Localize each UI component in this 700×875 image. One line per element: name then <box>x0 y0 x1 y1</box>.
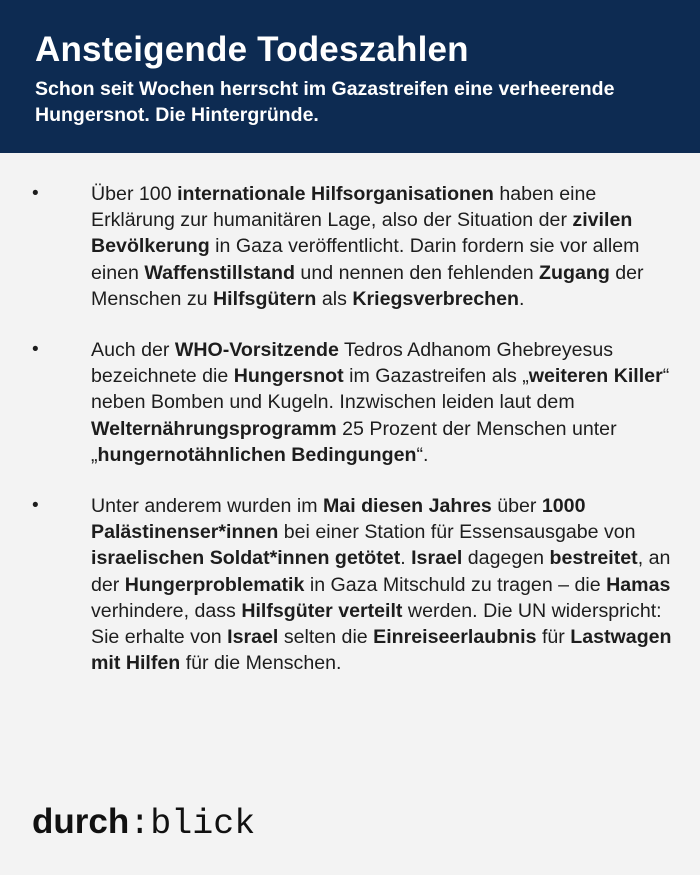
text-run: Tedros Adhanom Ghebreyesus bezeichnete die <box>91 339 614 388</box>
text-run: 25 Prozent der Menschen unter „ <box>91 417 617 466</box>
bold-term: zivilen Bevölkerung <box>91 209 633 258</box>
bold-term: Hilfsgütern <box>212 287 317 310</box>
logo-part-blick: blick <box>150 804 256 844</box>
text-run: Über 100 <box>91 183 178 205</box>
bullet-list <box>0 181 700 701</box>
text-run: und nennen den fehlenden <box>294 261 540 284</box>
bullet-dot-icon: • <box>32 339 39 361</box>
text-run: . <box>518 287 525 310</box>
text-run: der Menschen zu <box>91 261 644 310</box>
bold-term: WHO-Vorsitzende <box>174 339 339 362</box>
text-run: werden. Die UN widerspricht: Sie erhalte von <box>91 599 662 649</box>
bold-term: Israel <box>411 547 463 570</box>
text-run: dagegen <box>462 547 550 570</box>
bold-term: Hungersnot <box>233 365 344 388</box>
text-run: als <box>316 287 353 310</box>
bold-term: bestreitet <box>549 547 638 570</box>
bold-term: Zugang <box>539 261 610 284</box>
bold-term: Welternährungsprogramm <box>91 417 337 440</box>
durchblick-logo <box>32 800 255 846</box>
text-run: über <box>491 495 542 518</box>
bullet-dot-icon: • <box>32 495 39 517</box>
text-run: Auch der <box>91 339 175 362</box>
bold-term: Waffenstillstand <box>144 261 295 284</box>
header-banner <box>0 0 700 153</box>
bold-term: 1000 Palästinenser*innen <box>91 495 586 544</box>
text-run: im Gazastreifen als „ <box>343 365 529 388</box>
bullet-text <box>91 495 672 674</box>
text-run: “ neben Bomben und Kugeln. Inzwischen leiden laut dem <box>91 365 670 414</box>
page-subtitle: Schon seit Wochen herrscht im Gazastreifen eine verheerende Hungersnot. Die Hintergründe. <box>35 78 615 126</box>
text-run: , an der <box>91 547 671 596</box>
logo-separator: : <box>129 804 151 844</box>
text-run: haben eine Erklärung zur humanitären Lage, also der Situation der <box>91 183 597 232</box>
bold-term: hungernotähnlichen Bedingungen <box>97 443 417 466</box>
bullet-text <box>91 183 644 310</box>
bullet-dot-icon: • <box>32 183 39 204</box>
text-run: verhindere, dass <box>91 599 242 622</box>
bold-term: weiteren Killer <box>528 365 663 388</box>
text-run: “. <box>416 443 429 466</box>
page-title: Ansteigende Todeszahlen <box>35 30 469 69</box>
text-run: in Gaza Mitschuld zu tragen – die <box>304 573 607 596</box>
bold-term: Kriegsverbrechen <box>352 287 519 310</box>
bullet-item-1 <box>0 181 700 312</box>
bold-term: israelischen Soldat*innen getötet <box>91 547 401 570</box>
text-run: für <box>536 626 571 649</box>
logo-part-durch: durch <box>32 802 130 841</box>
bold-term: Hilfsgüter verteilt <box>241 599 403 622</box>
bold-term: internationale Hilfsorganisationen <box>177 183 494 205</box>
bold-term: Israel <box>227 626 279 649</box>
text-run: für die Menschen. <box>180 652 342 675</box>
text-run: Unter anderem wurden im <box>91 495 323 518</box>
bold-term: Mai diesen Jahres <box>322 495 492 518</box>
bold-term: Lastwagen mit Hilfen <box>91 626 672 675</box>
bold-term: Einreiseerlaubnis <box>373 626 537 649</box>
text-run: bei einer Station für Essensausgabe von <box>278 521 636 544</box>
text-run: in Gaza veröffentlicht. Darin fordern sie vor allem einen <box>91 235 640 284</box>
text-run: . <box>400 547 412 570</box>
bold-term: Hungerproblematik <box>124 573 305 596</box>
bold-term: Hamas <box>606 573 671 596</box>
bullet-item-2 <box>0 337 700 468</box>
bullet-item-3 <box>0 493 700 676</box>
text-run: selten die <box>278 626 374 649</box>
bullet-text <box>91 339 669 466</box>
